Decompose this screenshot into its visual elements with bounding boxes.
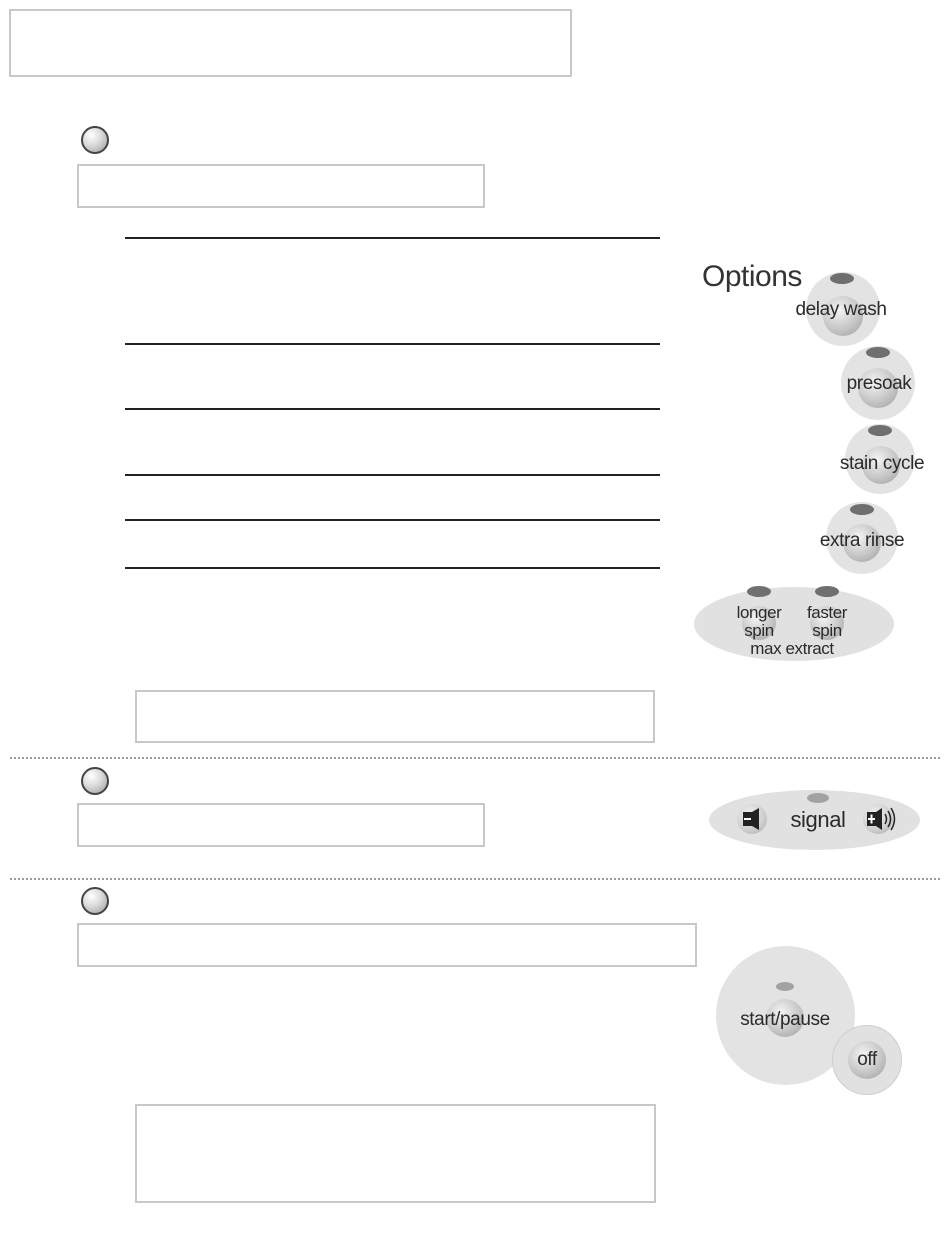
- step-3-bullet: [81, 887, 109, 915]
- signal-label: signal: [790, 807, 846, 832]
- header-box: [9, 9, 572, 77]
- section-2-heading-box: [77, 803, 485, 847]
- start-pause-label: start/pause: [740, 1009, 830, 1030]
- start-pause-indicator-light: [776, 982, 794, 991]
- off-label: off: [857, 1049, 877, 1070]
- table-rule: [125, 474, 660, 476]
- faster-spin-label-line2: spin: [812, 621, 842, 640]
- stain-cycle-label: stain cycle: [839, 453, 925, 474]
- delay-wash-label: delay wash: [795, 299, 887, 320]
- volume-up-icon: [863, 804, 899, 834]
- section-divider: [10, 878, 940, 880]
- stain-cycle-indicator-light: [868, 425, 892, 436]
- presoak-indicator-light: [866, 347, 890, 358]
- table-rule: [125, 519, 660, 521]
- presoak-label: presoak: [846, 373, 912, 394]
- section-1-note-box: [135, 690, 655, 743]
- longer-spin-label-line1: longer: [736, 603, 782, 622]
- faster-spin-indicator-light: [815, 586, 839, 597]
- step-2-bullet: [81, 767, 109, 795]
- table-rule: [125, 343, 660, 345]
- options-title: Options: [702, 260, 802, 293]
- extra-rinse-label: extra rinse: [819, 530, 905, 551]
- volume-down-button[interactable]: [737, 804, 767, 834]
- max-extract-label: max extract: [750, 639, 834, 658]
- section-divider: [10, 757, 940, 759]
- delay-wash-indicator-light: [830, 273, 854, 284]
- table-rule: [125, 567, 660, 569]
- extra-rinse-indicator-light: [850, 504, 874, 515]
- longer-spin-label-line2: spin: [744, 621, 774, 640]
- faster-spin-label-line1: faster: [806, 603, 848, 622]
- signal-indicator-light: [807, 793, 829, 803]
- volume-down-icon: [737, 804, 767, 834]
- longer-spin-indicator-light: [747, 586, 771, 597]
- section-1-heading-box: [77, 164, 485, 208]
- volume-up-button[interactable]: [863, 804, 893, 834]
- table-rule: [125, 408, 660, 410]
- section-3-heading-box: [77, 923, 697, 967]
- table-rule: [125, 237, 660, 239]
- step-1-bullet: [81, 126, 109, 154]
- section-3-note-box: [135, 1104, 656, 1203]
